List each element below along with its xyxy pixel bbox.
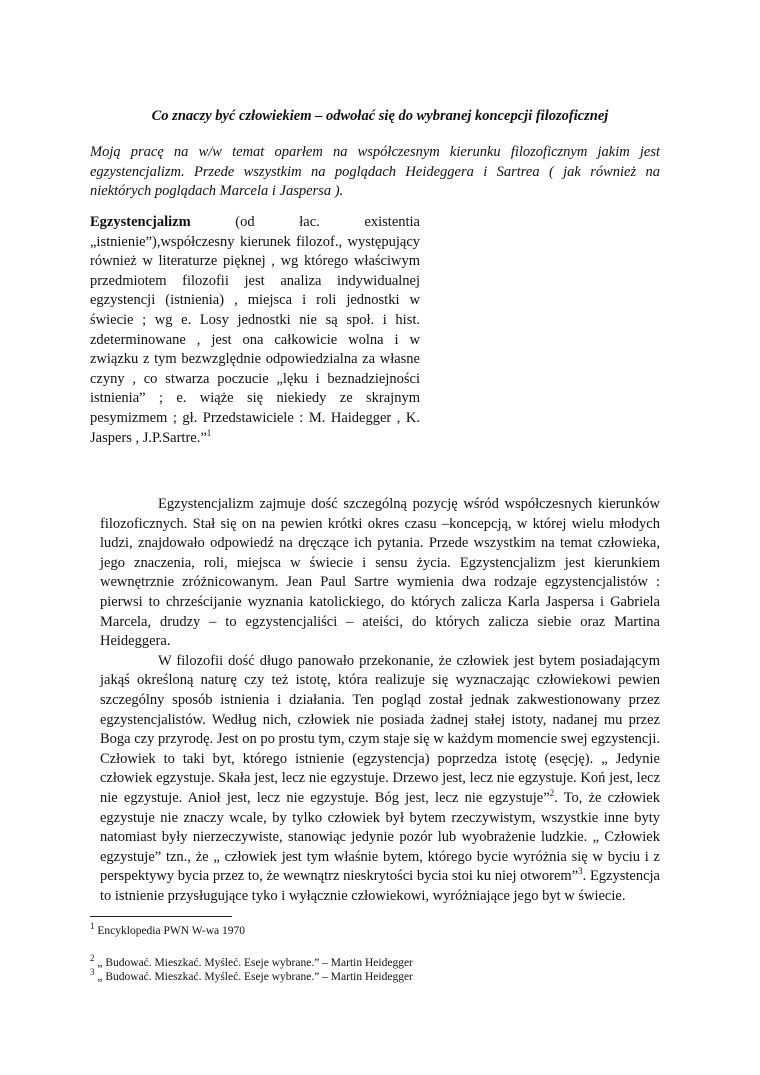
footnote-1 bbox=[90, 921, 660, 939]
footnote-ref-2: 2 bbox=[549, 788, 555, 799]
footnotes bbox=[90, 921, 660, 985]
paragraph-2-part-1: W filozofii dość długo panowało przekonanie, że człowiek jest bytem posiadającym jakąś określoną naturę czy też istotę, która realizuje się wyznaczając człowiekowi pewien szczególny sposób istnienia i działania. Ten pogląd został jednak zakwestionowany przez egzystencjalistów. Według nich, człowiek nie posiada żadnej stałej istoty, nadanej mu przez Boga czy przyrodę. Jest on po prostu tym, czym staje się w każdym momencie swej egzystencji. Człowiek to taki byt, którego istnienie (egzystencja) poprzedza istotę (esęcję). „ Jedynie człowiek egzystuje. Skała jest, lecz nie egzystuje. Drzewo jest, lecz nie egzystuje. Koń jest, lecz nie egzystuje. Anioł jest, lecz nie egzystuje. Bóg jest, lecz nie egzystuje” bbox=[100, 652, 660, 806]
body-paragraph-1: Egzystencjalizm zajmuje dość szczególną pozycję wśród współczesnych kierunków filozoficznych. Stał się on na pewien krótki okres czasu –koncepcją, w której wielu młodych ludzi, znajdowało odpowiedź na dręczące ich pytania. Przede wszystkim na temat człowieka, jego znaczenia, roli, miejsca w świecie i sensu życia. Egzystencjalizm jest kierunkiem wewnętrznie zróżnicowanym. Jean Paul Sartre wymienia dwa rodzaje egzystencjalistów : pierwsi to chrześcijanie wyznania katolickiego, do których zalicza Karla Jaspersa i Gabriela Marcela, drudzy – to egzystencjaliści – ateiści, do których zalicza siebie oraz Martina Heideggera. bbox=[100, 496, 660, 650]
footnote-2 bbox=[90, 952, 660, 971]
footnote-number: 3 bbox=[90, 967, 95, 978]
page-title: Co znaczy być człowiekiem – odwołać się do wybranej koncepcji filozoficznej bbox=[151, 108, 609, 124]
definition-text: (od łac. existentia „istnienie”),współczesny kierunek filozof., występujący również w literaturze pięknej , wg którego właściwym przedmiotem filozofii jest analiza indywidualnej egzystencji (istnienia) , miejsca i roli jednostki w świecie ; wg e. Losy jednostki nie są społ. i hist. zdeterminowane , jest ona całkowicie wolna i w związku z tym bezwzględnie odpowiedzialna za własne czyny , co stwarza poczucie „lęku i beznadziejności istnienia” ; e. wiąże się niekiedy ze skrajnym pesymizmem ; gł. Przedstawiciele : M. Haidegger , K. Jaspers , J.P.Sartre.” bbox=[90, 214, 420, 446]
definition-term: Egzystencjalizm bbox=[90, 214, 191, 230]
footnote-ref-1: 1 bbox=[206, 427, 212, 438]
paragraph-2-part-2: . To, że człowiek egzystuje nie znaczy wcale, by tylko człowiek był bytem rzeczywistym, wszystkie inne byty natomiast były nierzeczywiste, stanowiąc jedynie pozór lub wyobrażenie ludzkie. „ Człowiek egzystuje” tzn., że „ człowiek jest tym właśnie bytem, którego bycie wyróżnia się w byciu i z perspektywy bycia przez to, że wewnątrz nieskrytości bycia stoi ku niej otworem” bbox=[100, 789, 660, 885]
footnote-number: 1 bbox=[90, 921, 95, 932]
footnote-3 bbox=[90, 967, 660, 985]
footnote-number: 2 bbox=[90, 952, 95, 963]
footnote-separator bbox=[90, 916, 232, 917]
body-paragraph-2 bbox=[100, 652, 660, 907]
footnote-ref-3: 3 bbox=[578, 866, 583, 877]
definition-block bbox=[90, 213, 420, 448]
footnote-text: „ Budować. Mieszkać. Myśleć. Eseje wybrane.” – Martin Heidegger bbox=[97, 971, 413, 983]
paragraph-2-part-3: . Egzystencja to istnienie przysługujące tyko i wyłącznie człowiekowi, wyróżniające jego byt w świecie. bbox=[100, 868, 660, 904]
footnote-text: Encyklopedia PWN W-wa 1970 bbox=[97, 925, 246, 937]
main-body bbox=[100, 495, 660, 906]
intro-paragraph: Moją pracę na w/w temat oparłem na współczesnym kierunku filozoficznym jakim jest egzystencjalizm. Przede wszystkim na poglądach Heideggera i Sartrea ( jak również na niektórych poglądach Marcela i Jaspersa ). bbox=[90, 144, 660, 199]
footnote-text: „ Budować. Mieszkać. Myśleć. Eseje wybrane.” – Martin Heidegger bbox=[97, 956, 413, 969]
